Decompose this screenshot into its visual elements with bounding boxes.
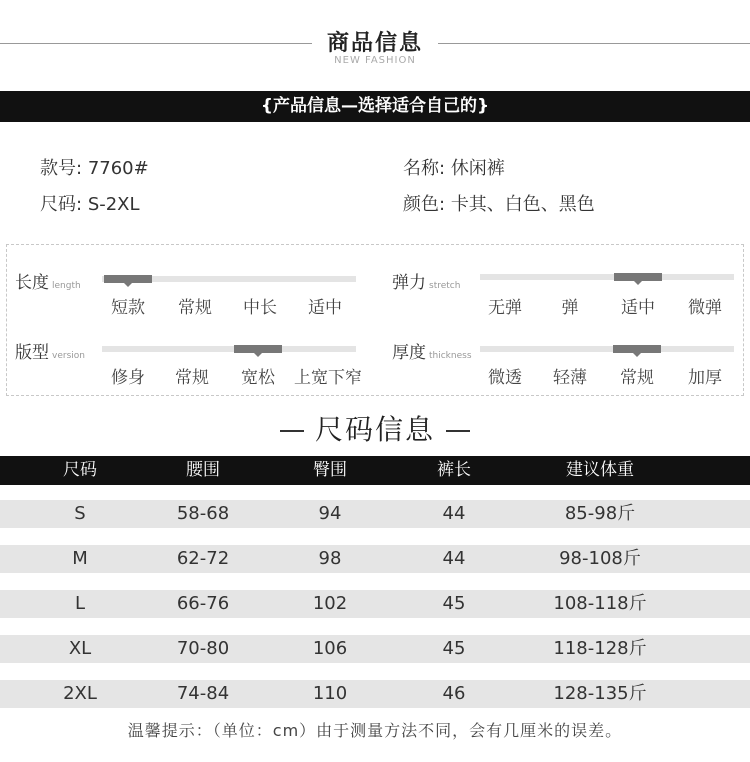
product-info-banner: {产品信息—选择适合自己的}: [0, 91, 750, 122]
attribute-option: 微弹: [688, 298, 722, 318]
table-header-cell: 建议体重: [566, 460, 634, 480]
attribute-option: 常规: [178, 298, 212, 318]
attribute-track: [102, 346, 356, 352]
size-section-title: 尺码信息: [314, 413, 435, 446]
attribute-option: 常规: [620, 368, 654, 388]
table-cell: 2XL: [63, 683, 97, 704]
attribute-track: [480, 274, 734, 280]
attribute-option: 轻薄: [553, 368, 587, 388]
table-cell: 66-76: [176, 593, 230, 614]
attribute-option: 宽松: [241, 368, 275, 388]
table-cell: 98: [318, 548, 342, 569]
attribute-label: 长度 length: [15, 273, 81, 293]
attribute-option: 适中: [621, 298, 655, 318]
attribute-option: 上宽下窄: [294, 368, 362, 388]
attribute-option: 常规: [175, 368, 209, 388]
table-cell: 102: [312, 593, 348, 614]
table-cell: XL: [68, 638, 92, 659]
table-cell: 45: [442, 593, 466, 614]
attribute-marker: [104, 275, 152, 283]
table-cell: S: [74, 503, 86, 524]
attribute-option: 微透: [488, 368, 522, 388]
product-name: 名称: 休闲裤: [403, 158, 505, 179]
attribute-option: 弹: [561, 298, 579, 318]
table-cell: 70-80: [176, 638, 230, 659]
attribute-option: 适中: [308, 298, 342, 318]
product-colors: 颜色: 卡其、白色、黑色: [403, 194, 595, 215]
table-cell: L: [74, 593, 86, 614]
attribute-option: 修身: [111, 368, 145, 388]
table-header-cell: 腰围: [186, 460, 220, 480]
table-cell: 106: [312, 638, 348, 659]
table-cell: 44: [442, 503, 466, 524]
table-cell: 85-98斤: [564, 503, 636, 524]
attribute-option: 短款: [111, 298, 145, 318]
attribute-label: 厚度 thickness: [392, 343, 472, 363]
attribute-option: 无弹: [488, 298, 522, 318]
attribute-label: 弹力 stretch: [392, 273, 461, 293]
page-title: 商品信息: [326, 31, 423, 56]
table-cell: 58-68: [176, 503, 230, 524]
table-cell: 94: [318, 503, 342, 524]
table-header-cell: 裤长: [437, 460, 471, 480]
table-header-cell: 尺码: [63, 460, 97, 480]
size-range: 尺码: S-2XL: [40, 194, 140, 215]
attribute-label: 版型 version: [15, 343, 85, 363]
table-cell: 118-128斤: [553, 638, 647, 659]
attribute-option: 加厚: [688, 368, 722, 388]
style-number: 款号: 7760#: [40, 158, 149, 179]
attribute-marker: [614, 273, 662, 281]
table-cell: M: [72, 548, 88, 569]
attribute-marker: [613, 345, 661, 353]
table-cell: 46: [442, 683, 466, 704]
measurement-note: 温馨提示：（单位：cm）由于测量方法不同，会有几厘米的误差。: [127, 721, 623, 740]
table-cell: 44: [442, 548, 466, 569]
table-cell: 128-135斤: [553, 683, 647, 704]
table-cell: 45: [442, 638, 466, 659]
table-cell: 98-108斤: [559, 548, 641, 569]
page-subtitle: NEW FASHION: [334, 55, 416, 66]
size-table-header: [0, 456, 750, 485]
table-cell: 74-84: [176, 683, 230, 704]
table-cell: 108-118斤: [553, 593, 647, 614]
attribute-track: [480, 346, 734, 352]
table-header-cell: 臀围: [313, 460, 347, 480]
attribute-option: 中长: [243, 298, 277, 318]
table-cell: 110: [312, 683, 348, 704]
attribute-marker: [234, 345, 282, 353]
table-cell: 62-72: [176, 548, 230, 569]
